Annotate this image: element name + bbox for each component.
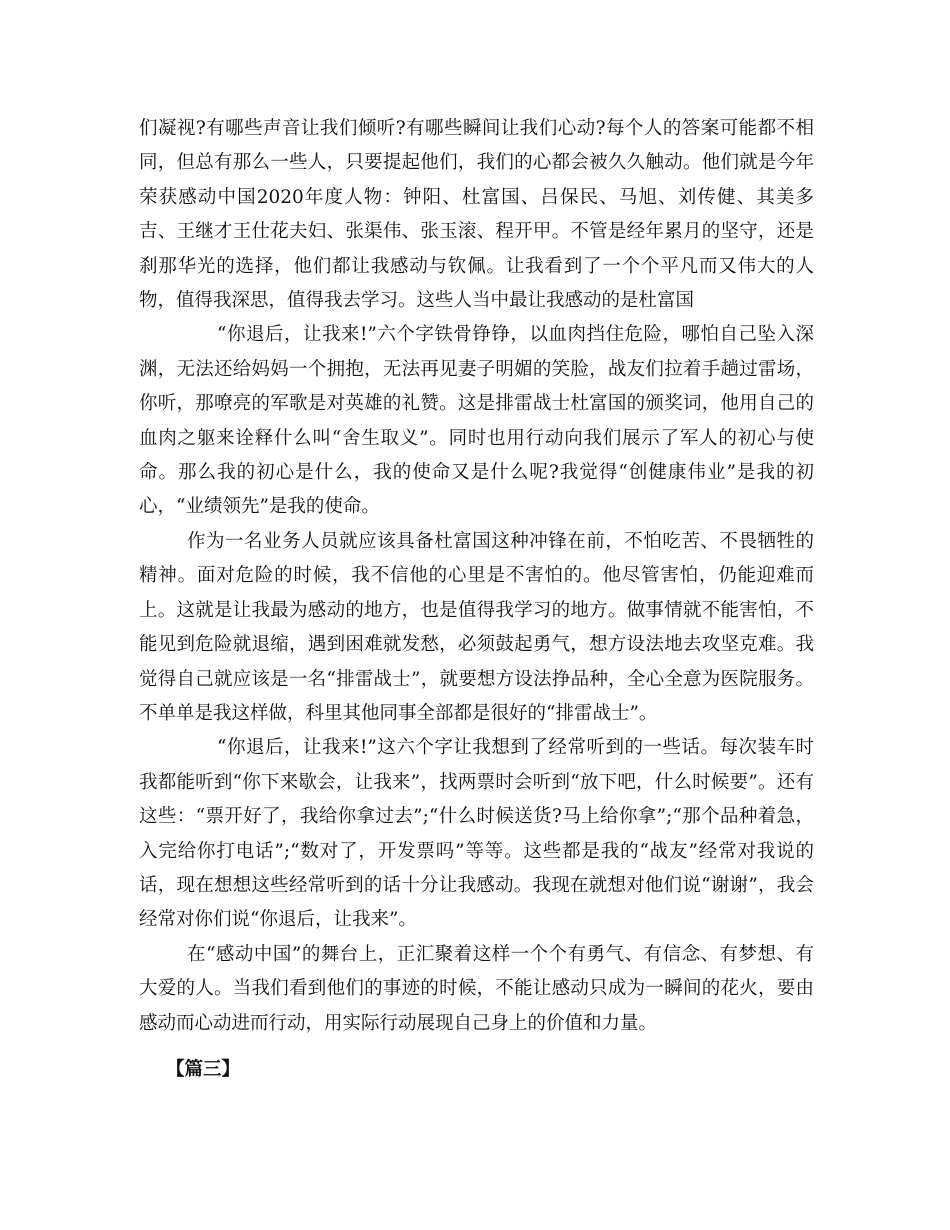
paragraph-2: “你退后，让我来!”六个字铁骨铮铮，以血肉挡住危险，哪怕自己坠入深渊，无法还给妈妈一个拥抱，无法再见妻子明媚的笑脸，战友们拉着手趟过雷场，你听，那嘹亮的军歌是对英雄的礼赞。这是排雷战士杜富国的颁奖词，他用自己的血肉之躯来诠释什么叫“舍生取义”。同时也用行动向我们展示了军人的初心与使命。那么我的初心是什么，我的使命又是什么呢?我觉得“创健康伟业”是我的初心，“业绩领先”是我的使命。 [139, 324, 814, 518]
section-heading: 【篇三】 [166, 1059, 241, 1080]
document-body [139, 112, 814, 1041]
paragraph-3: 作为一名业务人员就应该具备杜富国这种冲锋在前，不怕吃苦、不畏牺牲的精神。面对危险的时候，我不信他的心里是不害怕的。他尽管害怕，仍能迎难而上。这就是让我最为感动的地方，也是值得我学习的地方。做事情就不能害怕，不能见到危险就退缩，遇到困难就发愁，必须鼓起勇气，想方设法地去攻坚克难。我觉得自己就应该是一名“排雷战士”，就要想方设法挣品种，全心全意为医院服务。不单单是我这样做，科里其他同事全部都是很好的“排雷战士”。 [139, 530, 814, 724]
paragraph-5: 在“感动中国”的舞台上，正汇聚着这样一个个有勇气、有信念、有梦想、有大爱的人。当我们看到他们的事迹的时候，不能让感动只成为一瞬间的花火，要由感动而心动进而行动，用实际行动展现自己身上的价值和力量。 [139, 943, 814, 1034]
paragraph-4: “你退后，让我来!”这六个字让我想到了经常听到的一些话。每次装车时我都能听到“你下来歇会，让我来”，找两票时会听到“放下吧，什么时候要”。还有这些：“票开好了，我给你拿过去”;“什么时候送货?马上给你拿”;“那个品种着急，入完给你打电话”;“数对了，开发票吗”等等。这些都是我的“战友”经常对我说的话，现在想想这些经常听到的话十分让我感动。我现在就想对他们说“谢谢”，我会经常对你们说“你退后，让我来”。 [139, 737, 814, 931]
paragraph-1: 们凝视?有哪些声音让我们倾听?有哪些瞬间让我们心动?每个人的答案可能都不相同，但总有那么一些人，只要提起他们，我们的心都会被久久触动。他们就是今年荣获感动中国2020年度人物：钟阳、杜富国、吕保民、马旭、刘传健、其美多吉、王继才王仕花夫妇、张渠伟、张玉滚、程开甲。不管是经年累月的坚守，还是刹那华光的选择，他们都让我感动与钦佩。让我看到了一个个平凡而又伟大的人物，值得我深思，值得我去学习。这些人当中最让我感动的是杜富国 [139, 118, 814, 312]
